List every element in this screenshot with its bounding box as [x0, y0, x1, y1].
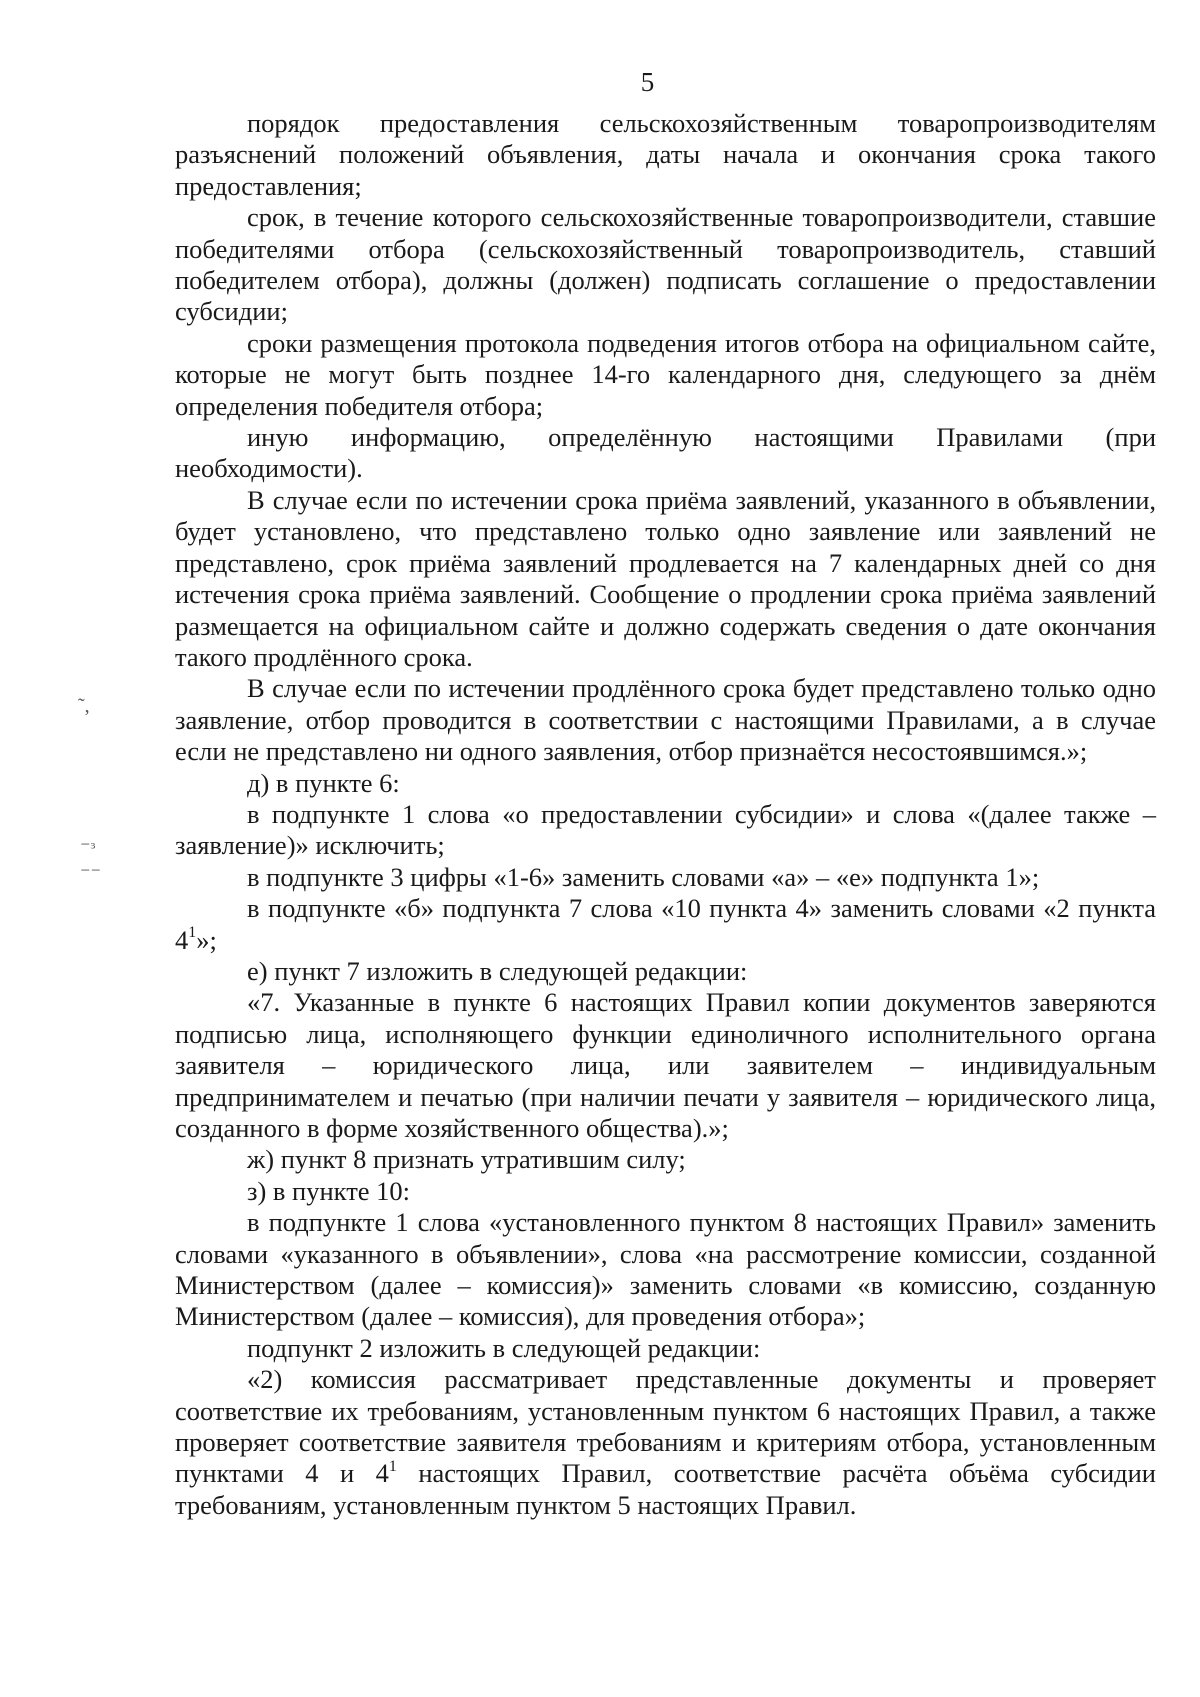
paragraph-9: в подпункте 3 цифры «1-6» заменить словами «а» – «е» подпункта 1»; — [247, 861, 1040, 892]
document-body — [175, 108, 1156, 1521]
paragraph-10: в подпункте «б» подпункта 7 слова «10 пункта 4» заменить словами «2 пункта $4^1$»; — [175, 893, 1156, 955]
paragraph-12: «7. Указанные в пункте 6 настоящих Правил копии документов заверяются подписью лица, исполняющего функции единоличного исполнительного органа заявителя – юридического лица, или заявителем – индивидуальным предпринимателем и печатью (при наличии печати у заявителя – юридического лица, созданного в форме хозяйственного общества).»; — [175, 987, 1156, 1143]
paragraph-7: д) в пункте 6: — [247, 767, 400, 798]
paragraph-11: е) пункт 7 изложить в следующей редакции: — [247, 955, 748, 986]
scan-mark: ⁻ᶟ — [80, 837, 96, 859]
paragraph-17: «2) комиссия рассматривает представленные документы и проверяет соответствие их требованиям, установленным пунктом 6 настоящих Правил, а также проверяет соответствие заявителя требованиям и критериям отбора, установленным пунктами 4 и $4^1$ настоящих Правил, соответствие расчёта объёма субсидии требованиям, установленным пунктом 5 настоящих Правил. — [175, 1364, 1156, 1520]
paragraph-15: в подпункте 1 слова «установленного пунктом 8 настоящих Правил» заменить словами «указанного в объявлении», слова «на рассмотрение комиссии, созданной Министерством (далее – комиссия)» заменить словами «в комиссию, созданную Министерством (далее – комиссия), для проведения отбора»; — [175, 1207, 1156, 1332]
paragraph-5: В случае если по истечении срока приёма заявлений, указанного в объявлении, будет установлено, что представлено только одно заявление или заявлений не представлено, срок приёма заявлений продлевается на 7 календарных дней со дня истечения срока приёма заявлений. Сообщение о продлении срока приёма заявлений размещается на официальном сайте и должно содержать сведения о дате окончания такого продлённого срока. — [175, 484, 1156, 672]
paragraph-3: сроки размещения протокола подведения итогов отбора на официальном сайте, которые не могут быть позднее 14-го календарного дня, следующего за днём определения победителя отбора; — [175, 327, 1156, 421]
page-number: 5 — [640, 67, 655, 97]
paragraph-13: ж) пункт 8 признать утратившим силу; — [247, 1144, 686, 1175]
scan-mark: ⁻⁻ — [80, 863, 102, 885]
paragraph-2: срок, в течение которого сельскохозяйственные товаропроизводители, ставшие победителями отбора (сельскохозяйственный товаропроизводитель, ставший победителем отбора), должны (должен) подписать соглашение о предоставлении субсидии; — [175, 202, 1156, 327]
paragraph-1: порядок предоставления сельскохозяйственным товаропроизводителям разъяснений положений объявления, даты начала и окончания срока такого предоставления; — [175, 108, 1156, 201]
paragraph-14: з) в пункте 10: — [247, 1175, 411, 1206]
paragraph-8: в подпункте 1 слова «о предоставлении субсидии» и слова «(далее также – заявление)» исключить; — [175, 798, 1156, 861]
paragraph-6: В случае если по истечении продлённого срока будет представлено только одно заявление, отбор проводится в соответствии с настоящими Правилами, а в случае если не представлено ни одного заявления, отбор признаётся несостоявшимся.»; — [175, 673, 1156, 767]
paragraph-16: подпункт 2 изложить в следующей редакции: — [247, 1332, 761, 1363]
paragraph-4: иную информацию, определённую настоящими Правилами (при необходимости). — [175, 422, 1156, 484]
scan-mark: ˜, — [78, 695, 90, 717]
